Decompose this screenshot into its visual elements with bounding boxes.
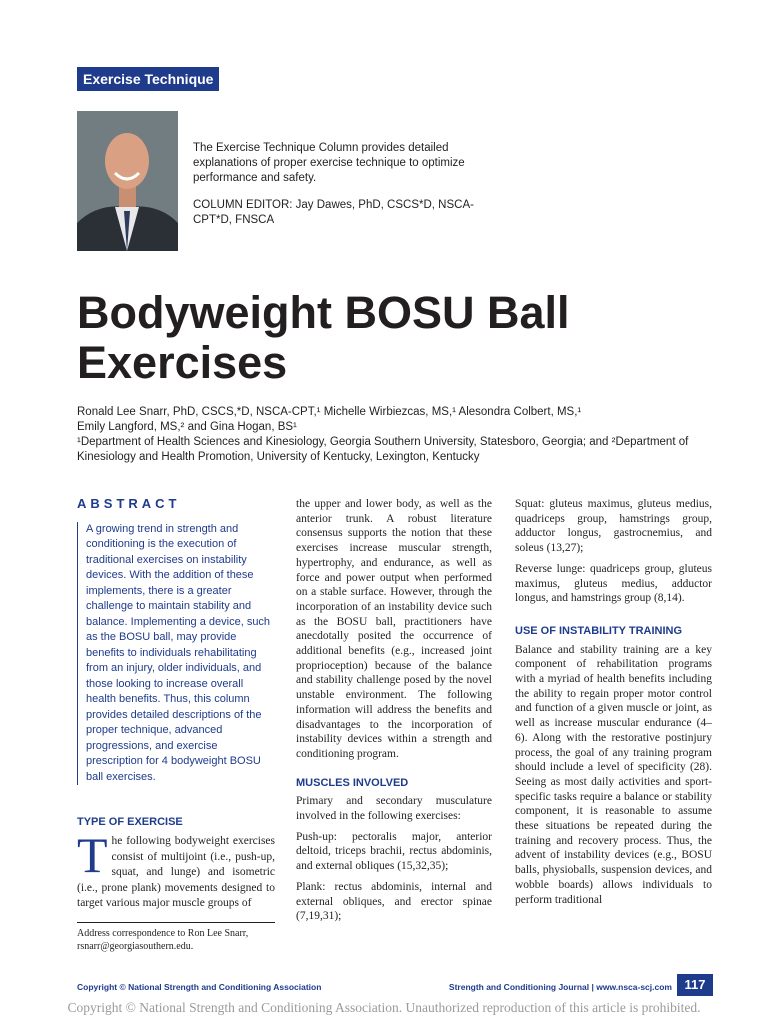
plank-muscles: Plank: rectus abdominis, internal and external obliques, and erector spinae (7,19,31); [296, 880, 492, 923]
abstract-body: A growing trend in strength and conditioning is the execution of traditional exercises on instability devices. With the addition of these implements, there is a greater challenge to maintain stability and balance. Implementing a device, such as the BOSU ball, may provide benefits to individuals rehabilitating from an injury, older individuals, and those looking to increase overall health benefits. Thus, this column provides detailed descriptions of the proper technique, advanced progressions, and exercise prescription for 4 bodyweight BOSU ball exercises. [77, 522, 275, 786]
author-block [77, 405, 717, 465]
muscles-involved-heading: MUSCLES INVOLVED [296, 776, 409, 789]
authors-line-1: Ronald Lee Snarr, PhD, CSCS,*D, NSCA-CPT,¹ Michelle Wirbiezcas, MS,¹ Alesondra Colbert, MS,¹ [77, 406, 582, 418]
muscles-intro: Primary and secondary musculature involved in the following exercises: [296, 795, 492, 823]
page-footer [77, 980, 712, 994]
drop-cap: T [77, 826, 108, 883]
portrait-image [77, 111, 178, 251]
article-title [77, 288, 717, 388]
correspondence-note [77, 922, 275, 953]
section-tag: Exercise Technique [77, 67, 219, 91]
type-of-exercise-heading: TYPE OF EXERCISE [77, 816, 183, 829]
instability-training-body: Balance and stability training are a key component of rehabilitation programs with a myriad of health benefits including the ability to regain proper motor control and function of a given muscle or joint, as well as increase muscular endurance (4–6). Along with the restorative postinjury process, the goal of any training program should include a level of specificity (28). Seeing as most daily activities and sport-specific tasks require a balance or stability component, it is reasonable to assume these situations be repeated during the training and recovery process. Thus, the advent of instability devices (e.g., BOSU balls, physioballs, suspension devices, and wobble boards) allows individuals to perform traditional [515, 643, 712, 906]
affiliations: ¹Department of Health Sciences and Kinesiology, Georgia Southern University, Statesboro, Georgia; and ²Department of Kinesiology and Health Promotion, University of Kentucky, Lexington, Kentucky [77, 436, 689, 463]
page-number: 117 [677, 974, 713, 996]
pushup-muscles: Push-up: pectoralis major, anterior deltoid, triceps brachii, rectus abdominis, and external obliques (15,32,35); [296, 830, 492, 873]
authors-line-2: Emily Langford, MS,² and Gina Hogan, BS¹ [77, 421, 297, 433]
copyright-watermark: Copyright © National Strength and Conditioning Association. Unauthorized reproduction of this article is prohibited. [67, 1000, 701, 1015]
correspondence-line-1: Address correspondence to Ron Lee Snarr, [77, 927, 249, 939]
lunge-muscles: Reverse lunge: quadriceps group, gluteus maximus, gluteus medius, adductor longus, and hamstrings group (8,14). [515, 562, 712, 605]
article-title-line-2: Exercises [77, 337, 288, 388]
correspondence-email: rsnarr@georgiasouthern.edu. [77, 940, 194, 952]
footer-copyright: Copyright © National Strength and Conditioning Association [77, 982, 322, 992]
type-of-exercise-text: he following bodyweight exercises consist of multijoint (i.e., push-up, squat, and lunge) and isometric (i.e., prone plank) movements designed to target various major muscle groups of [77, 834, 275, 910]
column-1 [77, 497, 275, 953]
article-title-line-1: Bodyweight BOSU Ball [77, 287, 570, 338]
column-intro [193, 141, 503, 240]
column-editor-photo [77, 111, 178, 251]
type-of-exercise-body [77, 826, 275, 912]
abstract-heading: ABSTRACT [77, 496, 181, 511]
column-3 [515, 497, 712, 913]
squat-muscles: Squat: gluteus maximus, gluteus medius, quadriceps group, hamstrings group, adductor longus, gastrocnemius, and soleus (13,27); [515, 498, 712, 555]
footer-journal: Strength and Conditioning Journal | www.nsca-scj.com [448, 982, 672, 992]
instability-training-heading: USE OF INSTABILITY TRAINING [515, 624, 683, 637]
column-description: The Exercise Technique Column provides detailed explanations of proper exercise technique to optimize performance and safety. [193, 142, 465, 184]
intro-paragraph-continued: the upper and lower body, as well as the anterior trunk. A robust literature consensus supports the notion that these exercises increase muscular strength, hypertrophy, and endurance, as well as force and power output when performed on a stable surface. However, through the incorporation of an instability device such as the BOSU ball, practitioners have anecdotally posited the occurrence of additional benefits (e.g., increased joint proprioception) because of the balance and stability challenge posed by the novel unstable environment. The following information will address the benefits and disadvantages to the incorporation of instability devices within a strength and conditioning program. [296, 498, 492, 760]
column-editor: COLUMN EDITOR: Jay Dawes, PhD, CSCS*D, NSCA-CPT*D, FNSCA [193, 199, 474, 226]
column-2 [296, 497, 492, 930]
